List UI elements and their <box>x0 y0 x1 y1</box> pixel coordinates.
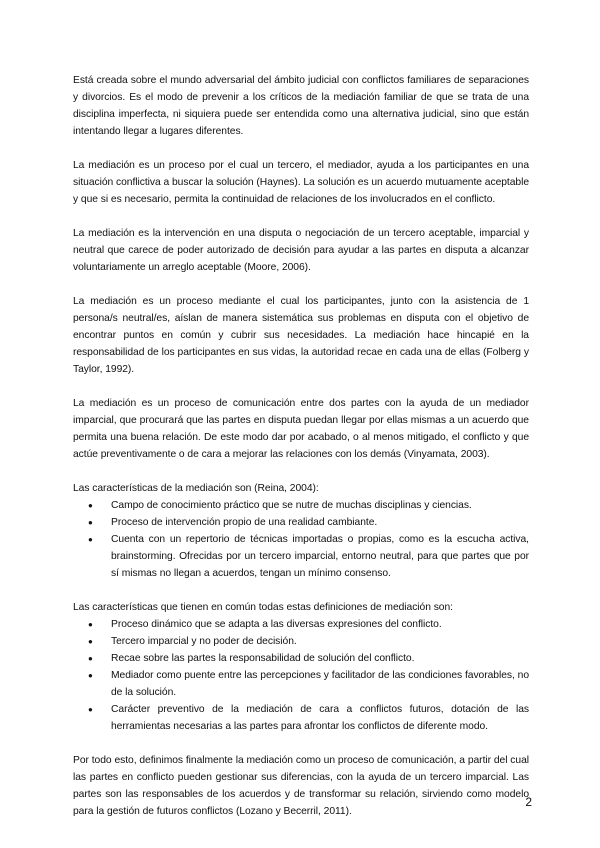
list-item: ● Recae sobre las partes la responsabilidad de solución del conflicto. <box>73 650 529 667</box>
paragraph-adversarial: Está creada sobre el mundo adversarial del ámbito judicial con conflictos familiares de separaciones y divorcios. Es el modo de prevenir a los críticos de la mediación familiar de que se trata de una disciplina imperfecta, ni siquiera puede ser entendida como una alternativa judicial, sino que están intentando llegar a lugares diferentes. <box>73 75 529 137</box>
bullet-list-characteristics <box>73 497 529 582</box>
list-item: ● Proceso dinámico que se adapta a las diversas expresiones del conflicto. <box>73 616 529 633</box>
list-intro-reina: Las características de la mediación son (Reina, 2004): <box>73 483 319 494</box>
paragraph-definition-folberg-taylor: La mediación es un proceso mediante el cual los participantes, junto con la asistencia de 1 persona/s neutral/es, aíslan de manera sistemática sus problemas en disputa con el objetivo de encontrar puntos en común y cubrir sus necesidades. La mediación hace hincapié en la responsabilidad de los participantes en sus vidas, la autoridad recae en cada una de ellas (Folberg y Taylor, 1992). <box>73 296 529 375</box>
list-item: ● Mediador como puente entre las percepciones y facilitador de las condiciones favorables, no de la solución. <box>73 667 529 701</box>
page-body <box>73 72 529 837</box>
list-item: ● Proceso de intervención propio de una realidad cambiante. <box>73 514 529 531</box>
page-number: 2 <box>525 795 532 809</box>
list-item: ● Cuenta con un repertorio de técnicas importadas o propias, como es la escucha activa, brainstorming. Ofrecidas por un tercero imparcial, entorno neutral, para que partes que por sí mismas no llegan a acuerdos, tengan un mínimo consenso. <box>73 531 529 582</box>
bullet-list-common-characteristics <box>73 616 529 735</box>
list-intro-common: Las características que tienen en común todas estas definiciones de mediación son: <box>73 602 453 613</box>
paragraph-definition-moore: La mediación es la intervención en una disputa o negociación de un tercero aceptable, imparcial y neutral que carece de poder autorizado de decisión para ayudar a las partes en disputa a alcanzar voluntariamente un arreglo aceptable (Moore, 2006). <box>73 228 529 273</box>
list-item: ● Tercero imparcial y no poder de decisión. <box>73 633 529 650</box>
paragraph-definition-vinyamata: La mediación es un proceso de comunicación entre dos partes con la ayuda de un mediador imparcial, que procurará que las partes en disputa puedan llegar por ellas mismas a un acuerdo que permita una buena relación. De este modo dar por acabado, o al menos mitigado, el conflicto y que actúe preventivamente o de cara a mejorar las relaciones con los demás (Vinyamata, 2003). <box>73 398 529 460</box>
list-item: ● Campo de conocimiento práctico que se nutre de muchas disciplinas y ciencias. <box>73 497 529 514</box>
paragraph-definition-haynes: La mediación es un proceso por el cual un tercero, el mediador, ayuda a los participantes en una situación conflictiva a buscar la solución (Haynes). La solución es un acuerdo mutuamente aceptable y que si es necesario, permita la continuidad de relaciones de los involucrados en el conflicto. <box>73 160 529 205</box>
list-item: ● Carácter preventivo de la mediación de cara a conflictos futuros, dotación de las herramientas necesarias a las partes para afrontar los conflictos de diferente modo. <box>73 701 529 735</box>
paragraph-closing: Por todo esto, definimos finalmente la mediación como un proceso de comunicación, a partir del cual las partes en conflicto pueden gestionar sus diferencias, con la ayuda de un tercero imparcial. Las partes son las responsables de los acuerdos y de transformar su relación, sirviendo como modelo para la gestión de futuros conflictos (Lozano y Becerril, 2011). <box>73 755 529 817</box>
